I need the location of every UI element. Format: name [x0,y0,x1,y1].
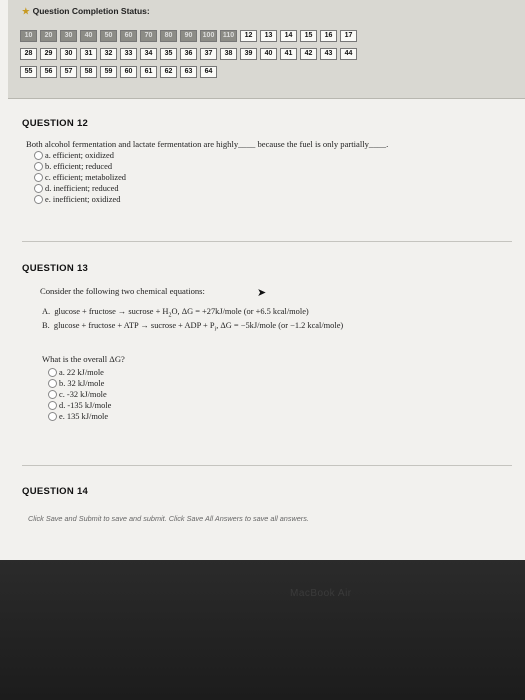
status-title-text: Question Completion Status: [32,6,150,16]
question-nav-row [20,66,217,78]
answer-option[interactable] [34,172,512,183]
question-nav-button[interactable]: 28 [20,48,37,60]
save-instructions: Click Save and Submit to save and submit. Click Save All Answers to save all answers. [28,514,309,523]
answer-option[interactable] [34,183,512,194]
question-nav-button[interactable]: 33 [120,48,137,60]
question-heading: QUESTION 13 [22,263,89,274]
answer-option[interactable] [48,367,512,378]
question-nav-row [20,30,357,42]
question-nav-button[interactable]: 61 [140,66,157,78]
question-nav-button[interactable]: 56 [40,66,57,78]
question-nav-button[interactable]: 43 [320,48,337,60]
radio-button[interactable] [34,162,43,171]
option-label: c. -32 kJ/mole [59,390,107,400]
radio-button[interactable] [48,412,57,421]
equation-b [42,321,512,333]
question-nav-button[interactable]: 58 [80,66,97,78]
question-nav-button[interactable]: 38 [220,48,237,60]
answer-option[interactable] [48,400,512,411]
option-label: b. 32 kJ/mole [59,379,105,389]
option-label: a. efficient; oxidized [45,151,114,160]
option-label: c. efficient; metabolized [45,173,126,182]
question-nav-button[interactable]: 57 [60,66,77,78]
option-label: a. 22 kJ/mole [59,368,104,378]
equation-text: glucose + fructose + ATP → sucrose + ADP + P [53,320,215,330]
answer-option[interactable] [48,378,512,389]
question-nav-button[interactable]: 55 [20,66,37,78]
option-label: e. inefficient; oxidized [45,195,121,204]
question-nav-button[interactable]: 70 [140,30,157,42]
radio-button[interactable] [34,184,43,193]
status-title [22,6,150,17]
question-nav-button[interactable]: 32 [100,48,117,60]
radio-button[interactable] [48,401,57,410]
question-heading: QUESTION 14 [22,486,89,497]
question-nav-button[interactable]: 13 [260,30,277,42]
laptop-bezel [0,560,525,700]
equation-text: O, ΔG = +27kJ/mole (or +6.5 kcal/mole) [171,307,309,316]
question-nav-button[interactable]: 59 [100,66,117,78]
question-nav-button[interactable]: 80 [160,30,177,42]
answer-option[interactable] [34,150,512,161]
question-nav-button[interactable]: 15 [300,30,317,42]
question-12 [22,118,512,205]
question-completion-status-panel [8,0,525,99]
question-nav-button[interactable]: 60 [120,30,137,42]
option-label: d. inefficient; reduced [45,184,119,193]
question-nav-button[interactable]: 30 [60,48,77,60]
answer-option[interactable] [34,194,512,205]
question-nav-button[interactable]: 41 [280,48,297,60]
mouse-cursor-icon: ➤ [257,287,267,299]
question-nav-button[interactable]: 10 [20,30,37,42]
equation-label: B. [42,320,50,330]
question-nav-row [20,48,357,60]
equation-text: , ΔG = −5kJ/mole (or −1.2 kcal/mole) [216,320,344,330]
equation-a [42,307,512,319]
radio-button[interactable] [48,368,57,377]
question-nav-button[interactable]: 12 [240,30,257,42]
question-nav-button[interactable]: 29 [40,48,57,60]
question-nav-button[interactable]: 100 [200,30,217,42]
radio-button[interactable] [34,173,43,182]
question-nav-button[interactable]: 50 [100,30,117,42]
question-nav-button[interactable]: 110 [220,30,237,42]
question-text: What is the overall ΔG? [42,354,125,365]
question-nav-button[interactable]: 34 [140,48,157,60]
radio-button[interactable] [48,379,57,388]
question-nav-button[interactable]: 17 [340,30,357,42]
option-label: e. 135 kJ/mole [59,412,109,422]
equation-text: glucose + fructose → sucrose + H [54,307,169,316]
question-nav-button[interactable]: 63 [180,66,197,78]
question-nav-button[interactable]: 20 [40,30,57,42]
radio-button[interactable] [48,390,57,399]
question-14 [22,486,512,497]
question-nav-button[interactable]: 90 [180,30,197,42]
option-label: b. efficient; reduced [45,162,113,171]
equation-subscript: 2 [168,312,172,319]
divider [22,465,512,466]
answer-options [48,367,512,422]
question-text: Both alcohol fermentation and lactate fermentation are highly____ because the fuel is only partially____. [26,139,389,149]
question-intro: Consider the following two chemical equations: [40,286,205,296]
question-nav-button[interactable]: 30 [60,30,77,42]
question-nav-button[interactable]: 40 [260,48,277,60]
answer-option[interactable] [48,411,512,422]
question-nav-button[interactable]: 42 [300,48,317,60]
question-nav-button[interactable]: 62 [160,66,177,78]
question-heading: QUESTION 12 [22,118,89,129]
question-nav-button[interactable]: 37 [200,48,217,60]
answer-options [34,150,512,205]
question-nav-button[interactable]: 35 [160,48,177,60]
question-13 [22,263,512,422]
answer-option[interactable] [48,389,512,400]
radio-button[interactable] [34,195,43,204]
question-nav-button[interactable]: 44 [340,48,357,60]
option-label: d. -135 kJ/mole [59,401,112,411]
divider [22,241,512,242]
bezel-label: MacBook Air [290,588,352,599]
question-nav-button[interactable]: 39 [240,48,257,60]
question-nav-button[interactable]: 60 [120,66,137,78]
question-nav-button[interactable]: 40 [80,30,97,42]
question-nav-button[interactable]: 31 [80,48,97,60]
equation-subscript: i [214,326,217,333]
answer-option[interactable] [34,161,512,172]
question-nav-button[interactable]: 16 [320,30,337,42]
star-icon: ★ [22,6,30,16]
question-nav-button[interactable]: 36 [180,48,197,60]
equation-label: A. [42,307,51,316]
radio-button[interactable] [34,151,43,160]
question-nav-button[interactable]: 64 [200,66,217,78]
question-nav-button[interactable]: 14 [280,30,297,42]
